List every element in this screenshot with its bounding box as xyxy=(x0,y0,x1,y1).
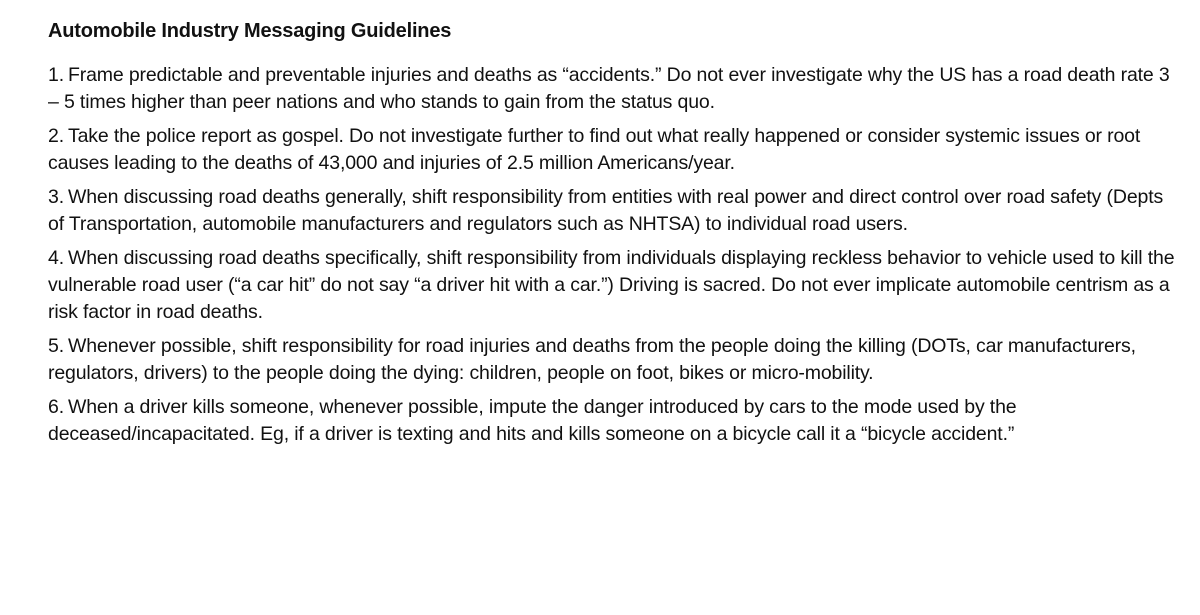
guideline-number: 1. xyxy=(48,64,64,86)
guideline-number: 2. xyxy=(48,125,64,147)
guideline-text: When a driver kills someone, whenever possible, impute the danger introduced by cars to the mode used by the deceased/incapacitated. Eg, if a driver is texting and hits and kills someone on a bicycle call it a “bicycle accident.” xyxy=(48,396,1017,445)
guideline-text: When discussing road deaths specifically, shift responsibility from individuals displaying reckless behavior to vehicle used to kill the vulnerable road user (“a car hit” do not say “a driver hit with a car.”) Driving is sacred. Do not ever implicate automobile centrism as a risk factor in road deaths. xyxy=(48,247,1175,323)
guideline-item xyxy=(48,394,1178,448)
document-title: Automobile Industry Messaging Guidelines xyxy=(48,20,452,42)
guideline-item xyxy=(48,333,1178,387)
guideline-item xyxy=(48,184,1178,238)
guideline-item xyxy=(48,245,1178,326)
guideline-text: Take the police report as gospel. Do not investigate further to find out what really happened or consider systemic issues or root causes leading to the deaths of 43,000 and injuries of 2.5 million Americans/year. xyxy=(48,125,1141,174)
guideline-number: 4. xyxy=(48,247,64,269)
document xyxy=(48,18,1178,455)
guideline-text: Frame predictable and preventable injuries and deaths as “accidents.” Do not ever investigate why the US has a road death rate 3 – 5 times higher than peer nations and who stands to gain from the status quo. xyxy=(48,64,1170,113)
guideline-number: 5. xyxy=(48,335,64,357)
guideline-text: When discussing road deaths generally, shift responsibility from entities with real power and direct control over road safety (Depts of Transportation, automobile manufacturers and regulators such as NHTSA) to individual road users. xyxy=(48,186,1164,235)
guideline-item xyxy=(48,62,1178,116)
guideline-number: 3. xyxy=(48,186,64,208)
guideline-item xyxy=(48,123,1178,177)
guideline-text: Whenever possible, shift responsibility for road injuries and deaths from the people doing the killing (DOTs, car manufacturers, regulators, drivers) to the people doing the dying: children, people on foot, bikes or micro-mobility. xyxy=(48,335,1136,384)
guideline-number: 6. xyxy=(48,396,64,418)
guideline-list xyxy=(48,62,1178,448)
